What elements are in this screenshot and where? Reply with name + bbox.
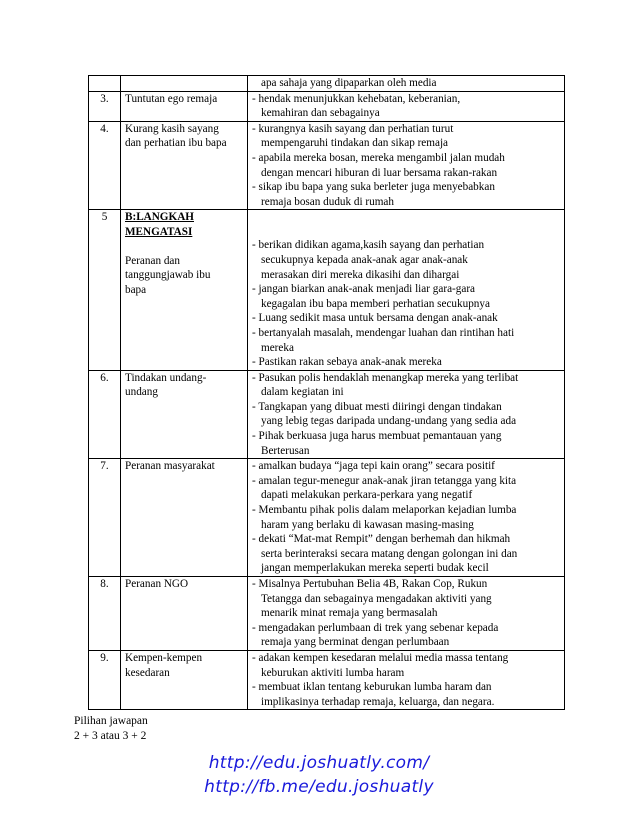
- row-label-line: Peranan dan: [125, 254, 180, 267]
- row-content: [248, 76, 565, 92]
- row-number: 8.: [89, 577, 121, 651]
- content-line: - jangan biarkan anak-anak menjadi liar gara-gara: [252, 283, 476, 296]
- row-label-line: dan perhatian ibu bapa: [125, 137, 227, 150]
- row-number: 7.: [89, 459, 121, 577]
- content-line: jangan memperlakukan mereka seperti budak kecil: [261, 562, 489, 575]
- facebook-link[interactable]: http://fb.me/edu.joshuatly: [204, 777, 434, 797]
- row-label-line: undang: [125, 386, 158, 399]
- content-line: - hendak menunjukkan kehebatan, keberanian,: [252, 92, 461, 105]
- row-label: [121, 91, 248, 121]
- row-content: [248, 459, 565, 577]
- row-label: [121, 370, 248, 459]
- row-label-line: Kempen-kempen: [125, 651, 203, 664]
- content-line: Tetangga dan sebagainya mengadakan aktiviti yang: [261, 592, 492, 605]
- row-number: 5: [89, 210, 121, 370]
- content-line: mereka: [261, 341, 294, 354]
- row-content: [248, 650, 565, 709]
- content-line: - membuat iklan tentang keburukan lumba haram dan: [252, 681, 492, 694]
- answer-note: [74, 714, 148, 744]
- content-line: kemahiran dan sebagainya: [261, 107, 380, 120]
- content-line: - apabila mereka bosan, mereka mengambil jalan mudah: [252, 151, 505, 164]
- row-number: 4.: [89, 121, 121, 210]
- content-line: - amalan tegur-menegur anak-anak jiran tetangga yang kita: [252, 474, 517, 487]
- row-label-line: bapa: [125, 283, 147, 296]
- row-label: [121, 210, 248, 370]
- table-row: [89, 459, 565, 577]
- notes-table: [88, 75, 565, 710]
- row-label: [121, 577, 248, 651]
- row-number: [89, 76, 121, 92]
- row-label-line: Tindakan undang-: [125, 371, 207, 384]
- content-line: - berikan didikan agama,kasih sayang dan perhatian: [252, 239, 485, 252]
- table-row: [89, 650, 565, 709]
- row-label-line: Peranan masyarakat: [125, 460, 215, 473]
- row-label-line: kesedaran: [125, 666, 170, 679]
- row-label-line: Peranan NGO: [125, 578, 189, 590]
- content-line: - mengadakan perlumbaan di trek yang sebenar kepada: [252, 621, 499, 634]
- row-number: 6.: [89, 370, 121, 459]
- content-line: - kurangnya kasih sayang dan perhatian turut: [252, 122, 454, 135]
- row-number: 3.: [89, 91, 121, 121]
- content-line: - Membantu pihak polis dalam melaporkan kejadian lumba: [252, 504, 517, 517]
- row-label-line: tanggungjawab ibu: [125, 269, 211, 282]
- content-line: - sikap ibu bapa yang suka berleter juga menyebabkan: [252, 181, 495, 194]
- content-line: Berterusan: [261, 444, 310, 457]
- row-content: [248, 370, 565, 459]
- section-heading: B:LANGKAH: [125, 211, 194, 224]
- row-label: [121, 459, 248, 577]
- content-line: - dekati “Mat-mat Rempit” dengan berhemah dan hikmah: [252, 533, 511, 546]
- row-label: [121, 76, 248, 92]
- table-row: [89, 76, 565, 92]
- table-row: [89, 210, 565, 370]
- table-row: [89, 121, 565, 210]
- row-label-line: Tuntutan ego remaja: [125, 92, 218, 105]
- content-line: apa sahaja yang dipaparkan oleh media: [261, 77, 437, 89]
- content-line: kegagalan ibu bapa memberi perhatian secukupnya: [261, 297, 490, 310]
- row-label-line: Kurang kasih sayang: [125, 122, 219, 135]
- content-line: dapati melakukan perkara-perkara yang negatif: [261, 489, 473, 502]
- row-number: 9.: [89, 650, 121, 709]
- content-line: - Tangkapan yang dibuat mesti diiringi dengan tindakan: [252, 400, 502, 413]
- content-line: - Luang sedikit masa untuk bersama dengan anak-anak: [252, 312, 498, 325]
- table-row: [89, 91, 565, 121]
- content-line: secukupnya kepada anak-anak agar anak-anak: [261, 253, 468, 266]
- content-line: haram yang berlaku di kawasan masing-masing: [261, 518, 474, 531]
- website-link[interactable]: http://edu.joshuatly.com/: [208, 753, 430, 773]
- table-row: [89, 370, 565, 459]
- row-content: [248, 91, 565, 121]
- content-line: yang lebig tegas daripada undang-undang yang sedia ada: [261, 415, 517, 428]
- content-line: implikasinya terhadap remaja, keluarga, dan negara.: [261, 695, 495, 708]
- content-line: serta berinteraksi secara matang dengan golongan ini dan: [261, 547, 518, 560]
- content-line: - Pasukan polis hendaklah menangkap mereka yang terlibat: [252, 371, 519, 384]
- table-row: [89, 577, 565, 651]
- content-line: - Misalnya Pertubuhan Belia 4B, Rakan Cop, Rukun: [252, 578, 488, 590]
- answer-note-choice: 2 + 3 atau 3 + 2: [74, 730, 147, 742]
- content-line: menarik minat remaja yang bermasalah: [261, 607, 438, 620]
- content-line: mempengaruhi tindakan dan sikap remaja: [261, 137, 449, 150]
- row-label: [121, 121, 248, 210]
- row-content: [248, 577, 565, 651]
- content-line: remaja yang berminat dengan perlumbaan: [261, 636, 450, 649]
- row-content: [248, 121, 565, 210]
- section-heading: MENGATASI: [125, 225, 193, 238]
- answer-note-title: Pilihan jawapan: [74, 715, 148, 727]
- content-line: - Pihak berkuasa juga harus membuat pemantauan yang: [252, 430, 502, 443]
- row-label: [121, 650, 248, 709]
- content-line: - bertanyalah masalah, mendengar luahan dan rintihan hati: [252, 326, 515, 339]
- content-line: merasakan diri mereka dikasihi dan dihargai: [261, 268, 460, 281]
- content-line: dengan mencari hiburan di luar bersama rakan-rakan: [261, 166, 498, 179]
- content-line: remaja bosan duduk di rumah: [261, 195, 394, 208]
- content-line: dalam kegiatan ini: [261, 386, 344, 399]
- content-line: keburukan aktiviti lumba haram: [261, 666, 405, 679]
- content-line: - Pastikan rakan sebaya anak-anak mereka: [252, 356, 442, 369]
- content-line: - amalkan budaya “jaga tepi kain orang” secara positif: [252, 460, 495, 473]
- row-content: [248, 210, 565, 370]
- content-line: - adakan kempen kesedaran melalui media massa tentang: [252, 651, 509, 664]
